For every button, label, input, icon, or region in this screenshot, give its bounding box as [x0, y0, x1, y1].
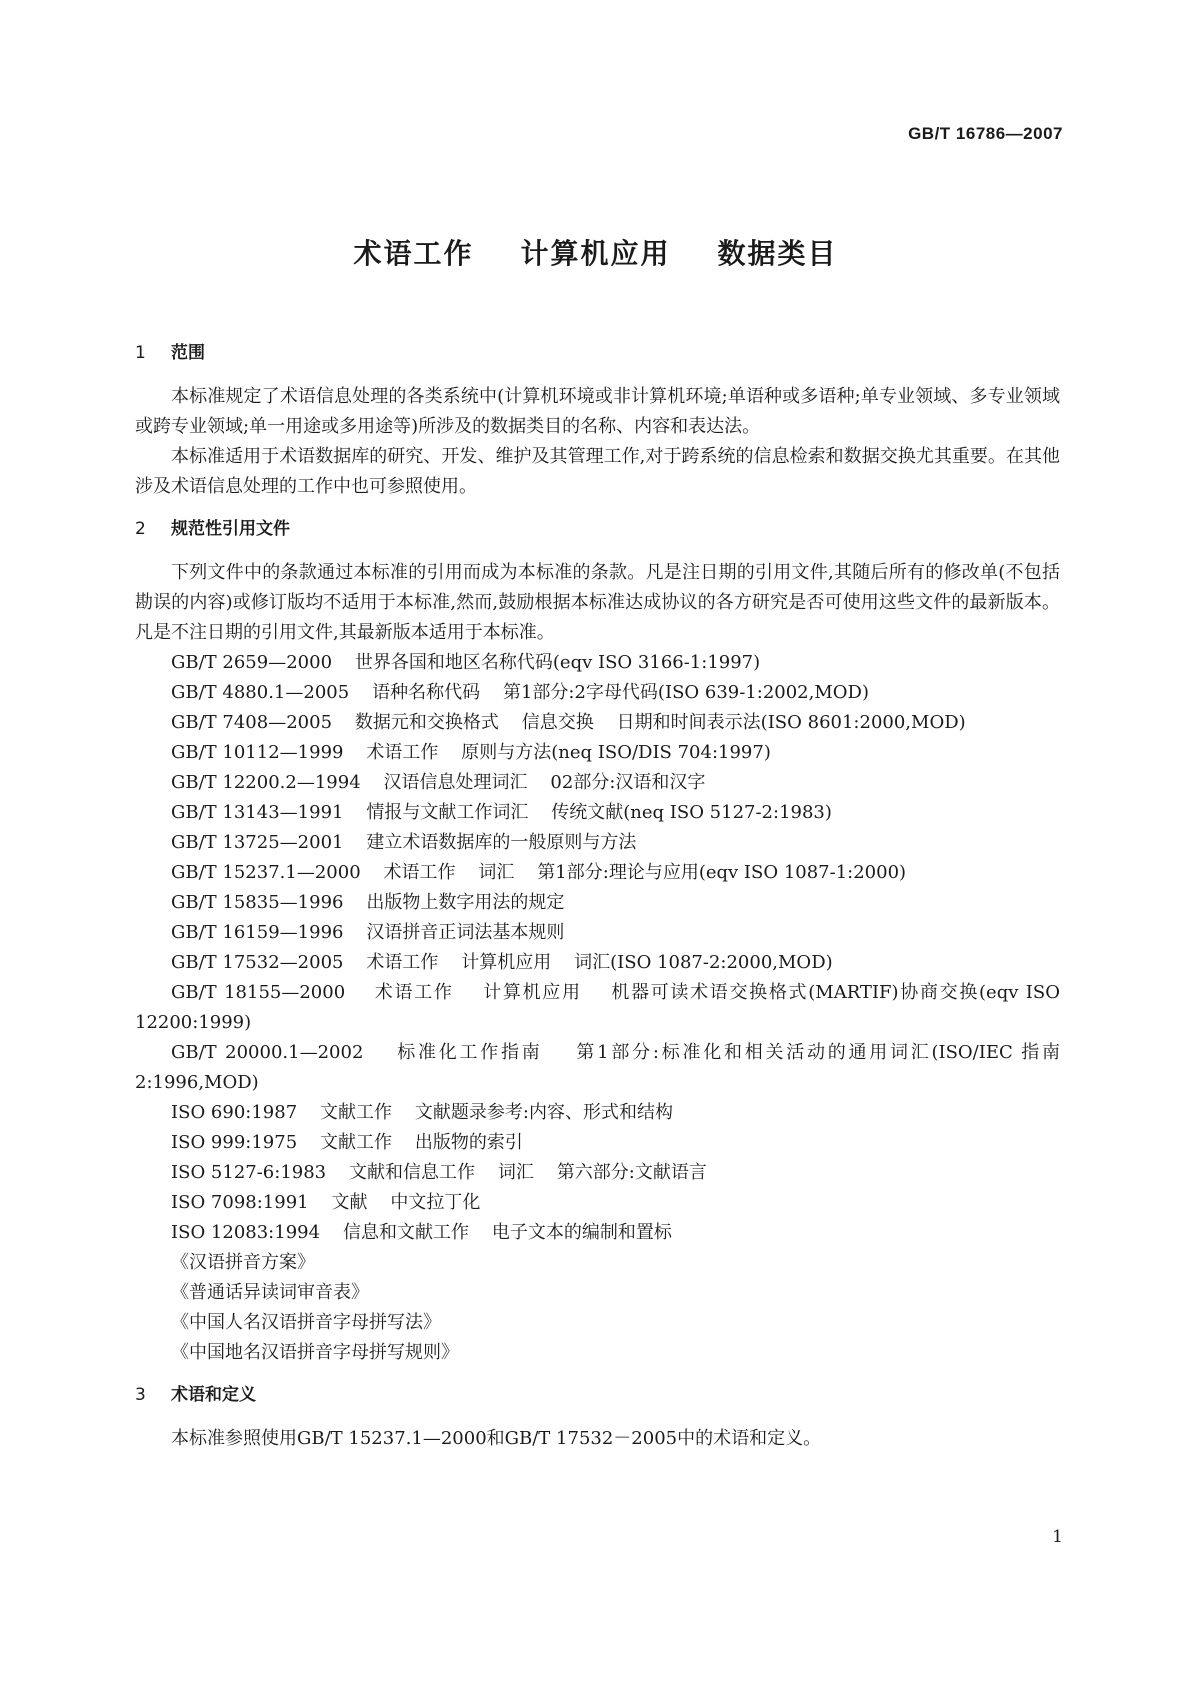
- reference-item: GB/T 10112—1999 术语工作 原则与方法(neq ISO/DIS 704:1997): [171, 742, 771, 763]
- document-title: 术语工作 计算机应用 数据类目: [353, 237, 838, 270]
- reference-item: ISO 5127-6:1983 文献和信息工作 词汇 第六部分:文献语言: [171, 1162, 707, 1183]
- reference-item: GB/T 4880.1—2005 语种名称代码 第1部分:2字母代码(ISO 639-1:2002,MOD): [171, 682, 869, 703]
- reference-item: 《中国地名汉语拼音字母拼写规则》: [171, 1342, 459, 1363]
- paragraph: 本标准适用于术语数据库的研究、开发、维护及其管理工作,对于跨系统的信息检索和数据交换尤其重要。在其他涉及术语信息处理的工作中也可参照使用。: [135, 446, 1060, 497]
- paragraph: 下列文件中的条款通过本标准的引用而成为本标准的条款。凡是注日期的引用文件,其随后所有的修改单(不包括勘误的内容)或修订版均不适用于本标准,然而,鼓励根据本标准达成协议的各方研究是否可使用这些文件的最新版本。凡是不注日期的引用文件,其最新版本适用于本标准。: [135, 562, 1060, 643]
- paragraph: 本标准参照使用GB/T 15237.1—2000和GB/T 17532－2005中的术语和定义。: [171, 1428, 822, 1449]
- standard-number: GB/T 16786—2007: [908, 124, 1063, 143]
- section-heading: [135, 1380, 1060, 1410]
- reference-item: ISO 690:1987 文献工作 文献题录参考:内容、形式和结构: [171, 1102, 673, 1123]
- section-normative-references: [135, 514, 1066, 1368]
- reference-item: 《中国人名汉语拼音字母拼写法》: [171, 1312, 441, 1333]
- section-number: 1: [135, 343, 146, 363]
- reference-item: GB/T 17532—2005 术语工作 计算机应用 词汇(ISO 1087-2:2000,MOD): [171, 952, 833, 973]
- reference-item: GB/T 7408—2005 数据元和交换格式 信息交换 日期和时间表示法(ISO 8601:2000,MOD): [171, 712, 966, 733]
- section-number: 2: [135, 519, 146, 539]
- paragraph: 本标准规定了术语信息处理的各类系统中(计算机环境或非计算机环境;单语种或多语种;单专业领域、多专业领域或跨专业领域;单一用途或多用途等)所涉及的数据类目的名称、内容和表达法。: [135, 386, 1060, 437]
- reference-item: GB/T 2659—2000 世界各国和地区名称代码(eqv ISO 3166-1:1997): [171, 652, 761, 673]
- section-heading: [135, 338, 1060, 368]
- reference-item: GB/T 15835—1996 出版物上数字用法的规定: [171, 892, 565, 913]
- reference-item: GB/T 12200.2—1994 汉语信息处理词汇 02部分:汉语和汉字: [171, 772, 706, 793]
- document-body: [135, 338, 1066, 1466]
- reference-item: GB/T 20000.1—2002 标准化工作指南 第1部分:标准化和相关活动的通用词汇(ISO/IEC 指南 2:1996,MOD): [135, 1042, 1066, 1093]
- reference-item: 《汉语拼音方案》: [171, 1252, 315, 1273]
- page-number: 1: [1052, 1527, 1063, 1547]
- reference-item: 《普通话异读词审音表》: [171, 1282, 369, 1303]
- reference-item: GB/T 18155—2000 术语工作 计算机应用 机器可读术语交换格式(MARTIF)协商交换(eqv ISO 12200:1999): [135, 982, 1066, 1033]
- reference-item: ISO 999:1975 文献工作 出版物的索引: [171, 1132, 523, 1153]
- reference-item: GB/T 13725—2001 建立术语数据库的一般原则与方法: [171, 832, 637, 853]
- section-heading: [135, 514, 1060, 544]
- reference-item: ISO 12083:1994 信息和文献工作 电子文本的编制和置标: [171, 1222, 672, 1243]
- section-title: 范围: [171, 343, 205, 363]
- section-terms-and-definitions: [135, 1380, 1060, 1454]
- section-title: 规范性引用文件: [171, 519, 290, 539]
- reference-item: GB/T 15237.1—2000 术语工作 词汇 第1部分:理论与应用(eqv ISO 1087-1:2000): [171, 862, 907, 883]
- reference-item: GB/T 16159—1996 汉语拼音正词法基本规则: [171, 922, 565, 943]
- reference-item: ISO 7098:1991 文献 中文拉丁化: [171, 1192, 481, 1213]
- reference-item: GB/T 13143—1991 情报与文献工作词汇 传统文献(neq ISO 5127-2:1983): [171, 802, 832, 823]
- section-title: 术语和定义: [171, 1385, 256, 1405]
- section-scope: [135, 338, 1060, 502]
- section-number: 3: [135, 1385, 146, 1405]
